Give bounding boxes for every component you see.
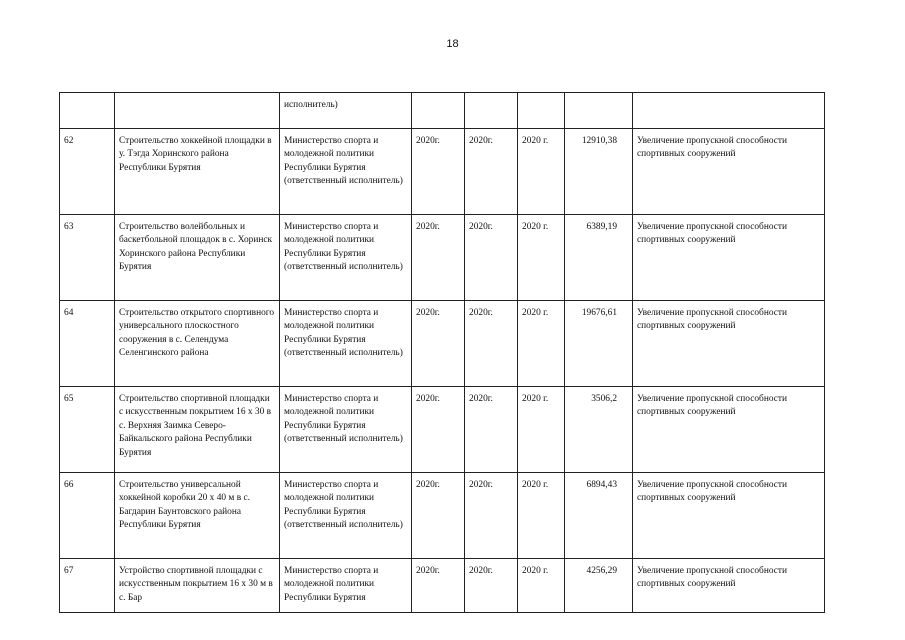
cell-number: 62 [60, 129, 115, 215]
cell-end [465, 93, 518, 129]
cell-result: Увеличение пропускной способности спортивных сооружений [633, 387, 825, 473]
cell-amount: 6894,43 [565, 473, 633, 559]
cell-name: Строительство открытого спортивного универсального плоскостного сооружения в с. Селендума Селенгинского района [115, 301, 280, 387]
cell-result: Увеличение пропускной способности спортивных сооружений [633, 473, 825, 559]
table-row [60, 387, 825, 473]
table-row [60, 215, 825, 301]
cell-number: 66 [60, 473, 115, 559]
cell-year: 2020 г. [518, 473, 565, 559]
table-row [60, 473, 825, 559]
cell-amount: 19676,61 [565, 301, 633, 387]
cell-end: 2020г. [465, 215, 518, 301]
cell-year [518, 93, 565, 129]
cell-responsible: Министерство спорта и молодежной политики Республики Бурятия [280, 559, 412, 613]
page-number: 18 [446, 38, 459, 50]
cell-end: 2020г. [465, 129, 518, 215]
cell-name: Устройство спортивной площадки с искусственным покрытием 16 х 30 м в с. Бар [115, 559, 280, 613]
cell-start: 2020г. [412, 301, 465, 387]
cell-number: 67 [60, 559, 115, 613]
cell-number: 64 [60, 301, 115, 387]
cell-amount [565, 93, 633, 129]
cell-year: 2020 г. [518, 215, 565, 301]
table-row [60, 559, 825, 613]
cell-responsible: Министерство спорта и молодежной политики Республики Бурятия (ответственный исполнитель) [280, 215, 412, 301]
cell-end: 2020г. [465, 387, 518, 473]
cell-end: 2020г. [465, 301, 518, 387]
cell-start [412, 93, 465, 129]
measures-table [59, 92, 825, 613]
cell-amount: 12910,38 [565, 129, 633, 215]
cell-end: 2020г. [465, 559, 518, 613]
cell-result: Увеличение пропускной способности спортивных сооружений [633, 215, 825, 301]
cell-result: Увеличение пропускной способности спортивных сооружений [633, 129, 825, 215]
cell-year: 2020 г. [518, 559, 565, 613]
table-row [60, 301, 825, 387]
cell-amount: 4256,29 [565, 559, 633, 613]
cell-amount: 6389,19 [565, 215, 633, 301]
cell-number [60, 93, 115, 129]
cell-name: Строительство хоккейной площадки в у. Тэгда Хоринского района Республики Бурятия [115, 129, 280, 215]
cell-name [115, 93, 280, 129]
cell-responsible: исполнитель) [280, 93, 412, 129]
cell-responsible: Министерство спорта и молодежной политики Республики Бурятия (ответственный исполнитель) [280, 129, 412, 215]
cell-result: Увеличение пропускной способности спортивных сооружений [633, 559, 825, 613]
cell-result: Увеличение пропускной способности спортивных сооружений [633, 301, 825, 387]
cell-amount: 3506,2 [565, 387, 633, 473]
table-row [60, 129, 825, 215]
cell-number: 63 [60, 215, 115, 301]
cell-year: 2020 г. [518, 387, 565, 473]
cell-end: 2020г. [465, 473, 518, 559]
cell-responsible: Министерство спорта и молодежной политики Республики Бурятия (ответственный исполнитель) [280, 301, 412, 387]
cell-name: Строительство универсальной хоккейной коробки 20 х 40 м в с. Багдарин Баунтовского района Республики Бурятия [115, 473, 280, 559]
cell-responsible: Министерство спорта и молодежной политики Республики Бурятия (ответственный исполнитель) [280, 473, 412, 559]
cell-responsible: Министерство спорта и молодежной политики Республики Бурятия (ответственный исполнитель) [280, 387, 412, 473]
cell-start: 2020г. [412, 559, 465, 613]
cell-start: 2020г. [412, 215, 465, 301]
table-row [60, 93, 825, 129]
cell-year: 2020 г. [518, 301, 565, 387]
cell-start: 2020г. [412, 473, 465, 559]
cell-name: Строительство волейбольных и баскетбольной площадок в с. Хоринск Хоринского района Республики Бурятия [115, 215, 280, 301]
cell-result [633, 93, 825, 129]
cell-number: 65 [60, 387, 115, 473]
cell-start: 2020г. [412, 129, 465, 215]
cell-year: 2020 г. [518, 129, 565, 215]
cell-start: 2020г. [412, 387, 465, 473]
cell-name: Строительство спортивной площадки с искусственным покрытием 16 х 30 в с. Верхняя Заимка Северо-Байкальского района Республики Бурятия [115, 387, 280, 473]
